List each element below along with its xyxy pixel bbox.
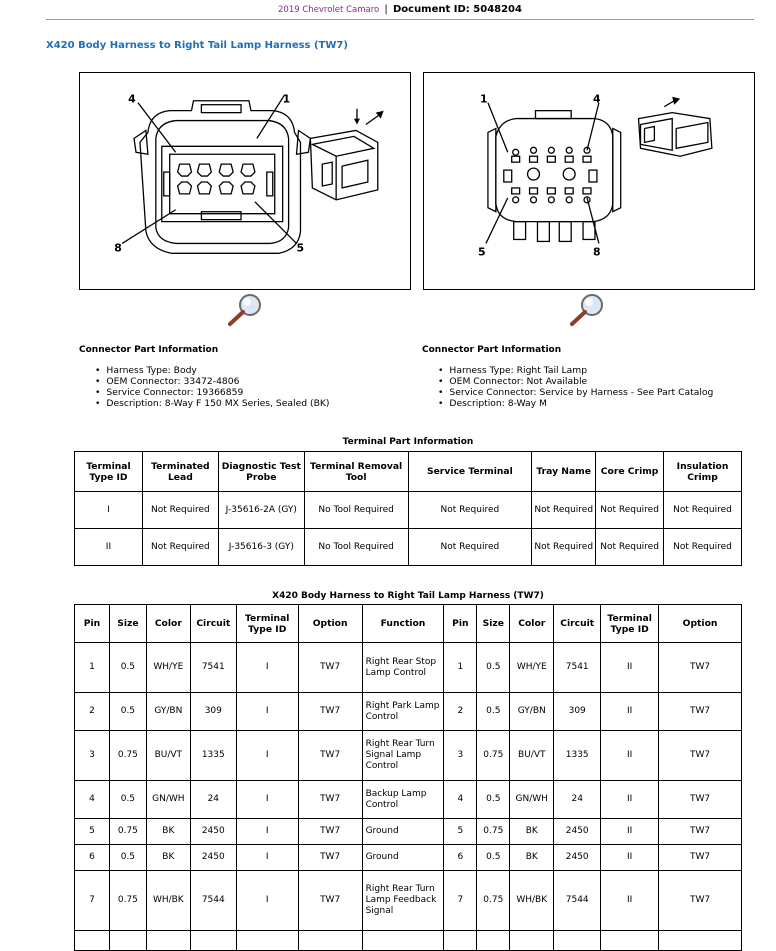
table-cell bbox=[236, 931, 298, 951]
table-cell: Not Required bbox=[408, 529, 532, 566]
left-info-heading: Connector Part Information bbox=[79, 345, 219, 355]
table-cell: 24 bbox=[190, 781, 236, 819]
table-cell: 5 bbox=[75, 819, 110, 845]
fig-right-label-8: 8 bbox=[592, 245, 601, 259]
tail-lamp-connector-drawing bbox=[424, 73, 754, 289]
table-cell: 7 bbox=[75, 871, 110, 931]
table-cell: GN/WH bbox=[510, 781, 554, 819]
vehicle-model: 2019 Chevrolet Camaro bbox=[278, 5, 380, 15]
fig-right-label-4: 4 bbox=[592, 92, 601, 106]
table-cell: BU/VT bbox=[510, 731, 554, 781]
table-cell: TW7 bbox=[659, 643, 742, 693]
function-cell: Right Rear Turn Lamp Feedback Signal bbox=[362, 871, 444, 931]
list-item: • OEM Connector: 33472-4806 bbox=[95, 376, 330, 387]
column-header: Option bbox=[659, 605, 742, 643]
table-cell: 0.75 bbox=[477, 731, 510, 781]
table-cell: 6 bbox=[444, 845, 477, 871]
table-cell: 1 bbox=[444, 643, 477, 693]
table-cell: BK bbox=[510, 819, 554, 845]
table-cell: 7541 bbox=[554, 643, 601, 693]
table-cell: 309 bbox=[190, 693, 236, 731]
table-cell: I bbox=[236, 781, 298, 819]
table-row bbox=[75, 819, 742, 845]
table-cell: I bbox=[236, 643, 298, 693]
body-connector-drawing bbox=[80, 73, 410, 289]
list-item: • Harness Type: Right Tail Lamp bbox=[438, 365, 713, 376]
column-header: Size bbox=[477, 605, 510, 643]
function-cell: Right Park Lamp Control bbox=[362, 693, 444, 731]
table-cell: 2450 bbox=[190, 845, 236, 871]
table-cell: II bbox=[601, 781, 659, 819]
table-cell: 7541 bbox=[190, 643, 236, 693]
table-cell bbox=[601, 931, 659, 951]
table-cell: I bbox=[236, 693, 298, 731]
column-header: Option bbox=[298, 605, 362, 643]
table-cell bbox=[554, 931, 601, 951]
table-cell bbox=[109, 931, 146, 951]
terminal-part-table bbox=[74, 451, 742, 566]
right-info-heading: Connector Part Information bbox=[422, 345, 562, 355]
table-cell: Not Required bbox=[142, 529, 218, 566]
table-cell bbox=[146, 931, 190, 951]
table-cell: TW7 bbox=[298, 871, 362, 931]
table-cell: WH/BK bbox=[146, 871, 190, 931]
table-cell: 1335 bbox=[190, 731, 236, 781]
table-cell: TW7 bbox=[659, 819, 742, 845]
table-cell: 24 bbox=[554, 781, 601, 819]
table-cell: 2 bbox=[75, 693, 110, 731]
table-cell: TW7 bbox=[659, 693, 742, 731]
fig-left-label-8: 8 bbox=[114, 241, 122, 255]
tail-lamp-connector-figure bbox=[423, 72, 755, 290]
function-cell bbox=[362, 931, 444, 951]
column-header: Function bbox=[362, 605, 444, 643]
table-cell: J-35616-3 (GY) bbox=[218, 529, 304, 566]
table-cell: II bbox=[601, 845, 659, 871]
terminal-table-caption: Terminal Part Information bbox=[342, 437, 474, 447]
table-cell bbox=[75, 931, 110, 951]
column-header: Pin bbox=[75, 605, 110, 643]
table-cell: 4 bbox=[444, 781, 477, 819]
header-separator: | bbox=[384, 4, 388, 15]
table-cell: II bbox=[601, 693, 659, 731]
table-cell: 2450 bbox=[190, 819, 236, 845]
table-cell: 1335 bbox=[554, 731, 601, 781]
page-title: X420 Body Harness to Right Tail Lamp Harness (TW7) bbox=[46, 40, 348, 51]
column-header: Circuit bbox=[554, 605, 601, 643]
table-cell: II bbox=[601, 643, 659, 693]
column-header: Tray Name bbox=[532, 452, 596, 492]
column-header: Color bbox=[146, 605, 190, 643]
table-cell: 3 bbox=[75, 731, 110, 781]
table-row bbox=[75, 529, 742, 566]
table-cell: 6 bbox=[75, 845, 110, 871]
list-item: • Description: 8-Way M bbox=[438, 398, 713, 409]
left-info-list bbox=[95, 365, 330, 409]
table-cell bbox=[659, 931, 742, 951]
column-header: Terminal Type ID bbox=[236, 605, 298, 643]
table-cell: 0.75 bbox=[477, 819, 510, 845]
function-cell: Right Rear Turn Signal Lamp Control bbox=[362, 731, 444, 781]
table-cell: II bbox=[601, 871, 659, 931]
table-cell: 0.5 bbox=[109, 643, 146, 693]
table-cell: No Tool Required bbox=[304, 529, 408, 566]
table-cell: 7544 bbox=[554, 871, 601, 931]
zoom-magnifier-icon[interactable] bbox=[568, 292, 606, 328]
fig-left-label-4: 4 bbox=[128, 92, 136, 106]
table-header-row bbox=[75, 452, 742, 492]
table-cell: 7544 bbox=[190, 871, 236, 931]
table-cell: 0.5 bbox=[477, 845, 510, 871]
column-header: Size bbox=[109, 605, 146, 643]
column-header: Terminal Type ID bbox=[75, 452, 143, 492]
table-cell: WH/YE bbox=[146, 643, 190, 693]
list-item: • Description: 8-Way F 150 MX Series, Sealed (BK) bbox=[95, 398, 330, 409]
table-cell bbox=[190, 931, 236, 951]
table-cell bbox=[477, 931, 510, 951]
fig-left-label-1: 1 bbox=[282, 92, 291, 106]
table-cell: 3 bbox=[444, 731, 477, 781]
table-cell: 0.75 bbox=[109, 731, 146, 781]
table-cell: 1 bbox=[75, 643, 110, 693]
function-cell: Ground bbox=[362, 819, 444, 845]
table-cell: TW7 bbox=[298, 731, 362, 781]
column-header: Service Terminal bbox=[408, 452, 532, 492]
column-header: Pin bbox=[444, 605, 477, 643]
document-id: Document ID: 5048204 bbox=[392, 4, 522, 15]
table-cell: Not Required bbox=[596, 529, 664, 566]
table-cell: BK bbox=[510, 845, 554, 871]
table-cell: I bbox=[236, 731, 298, 781]
list-item: • Service Connector: Service by Harness - See Part Catalog bbox=[438, 387, 713, 398]
table-row bbox=[75, 845, 742, 871]
table-cell: Not Required bbox=[664, 529, 742, 566]
table-cell: BK bbox=[146, 845, 190, 871]
table-cell: Not Required bbox=[532, 492, 596, 529]
table-cell: 0.5 bbox=[109, 781, 146, 819]
table-cell: 0.75 bbox=[109, 871, 146, 931]
table-cell: J-35616-2A (GY) bbox=[218, 492, 304, 529]
table-row bbox=[75, 871, 742, 931]
table-cell: I bbox=[236, 845, 298, 871]
table-cell: TW7 bbox=[298, 845, 362, 871]
table-cell: 309 bbox=[554, 693, 601, 731]
table-cell: 0.5 bbox=[109, 845, 146, 871]
table-row bbox=[75, 731, 742, 781]
column-header: Terminal Removal Tool bbox=[304, 452, 408, 492]
table-cell: TW7 bbox=[298, 643, 362, 693]
table-cell: TW7 bbox=[659, 845, 742, 871]
table-cell: Not Required bbox=[596, 492, 664, 529]
table-cell: Not Required bbox=[142, 492, 218, 529]
column-header: Color bbox=[510, 605, 554, 643]
pin-table-caption: X420 Body Harness to Right Tail Lamp Harness (TW7) bbox=[272, 591, 544, 601]
table-cell: 2 bbox=[444, 693, 477, 731]
body-connector-figure bbox=[79, 72, 411, 290]
table-cell: 0.75 bbox=[477, 871, 510, 931]
right-info-list bbox=[438, 365, 713, 409]
table-cell: II bbox=[601, 731, 659, 781]
table-row bbox=[75, 931, 742, 951]
table-header-row bbox=[75, 605, 742, 643]
table-row bbox=[75, 693, 742, 731]
column-header: Core Crimp bbox=[596, 452, 664, 492]
table-cell: 0.5 bbox=[477, 693, 510, 731]
table-cell: Not Required bbox=[408, 492, 532, 529]
table-cell bbox=[510, 931, 554, 951]
function-cell: Ground bbox=[362, 845, 444, 871]
table-cell: GN/WH bbox=[146, 781, 190, 819]
fig-left-label-5: 5 bbox=[296, 241, 305, 255]
column-header: Terminal Type ID bbox=[601, 605, 659, 643]
fig-right-label-1: 1 bbox=[480, 92, 488, 106]
function-cell: Right Rear Stop Lamp Control bbox=[362, 643, 444, 693]
column-header: Insulation Crimp bbox=[664, 452, 742, 492]
pin-table bbox=[74, 604, 742, 951]
table-cell: WH/YE bbox=[510, 643, 554, 693]
table-row bbox=[75, 781, 742, 819]
table-cell bbox=[444, 931, 477, 951]
list-item: • Harness Type: Body bbox=[95, 365, 330, 376]
table-cell: 2450 bbox=[554, 819, 601, 845]
fig-right-label-5: 5 bbox=[478, 245, 486, 259]
table-row bbox=[75, 643, 742, 693]
table-cell: 0.5 bbox=[477, 781, 510, 819]
table-cell: 7 bbox=[444, 871, 477, 931]
list-item: • Service Connector: 19366859 bbox=[95, 387, 330, 398]
table-cell: I bbox=[75, 492, 143, 529]
table-cell: Not Required bbox=[664, 492, 742, 529]
table-cell: BK bbox=[146, 819, 190, 845]
table-cell: II bbox=[75, 529, 143, 566]
table-cell: BU/VT bbox=[146, 731, 190, 781]
table-row bbox=[75, 492, 742, 529]
list-item: • OEM Connector: Not Available bbox=[438, 376, 713, 387]
table-cell: 0.5 bbox=[477, 643, 510, 693]
table-cell: 4 bbox=[75, 781, 110, 819]
table-cell: TW7 bbox=[298, 819, 362, 845]
document-header bbox=[46, 0, 754, 20]
table-cell: 0.5 bbox=[109, 693, 146, 731]
table-cell: 5 bbox=[444, 819, 477, 845]
table-cell: GY/BN bbox=[146, 693, 190, 731]
column-header: Diagnostic Test Probe bbox=[218, 452, 304, 492]
table-cell bbox=[298, 931, 362, 951]
table-cell: GY/BN bbox=[510, 693, 554, 731]
table-cell: TW7 bbox=[298, 693, 362, 731]
table-cell: II bbox=[601, 819, 659, 845]
table-cell: WH/BK bbox=[510, 871, 554, 931]
table-cell: No Tool Required bbox=[304, 492, 408, 529]
table-cell: Not Required bbox=[532, 529, 596, 566]
table-cell: I bbox=[236, 819, 298, 845]
table-cell: TW7 bbox=[659, 781, 742, 819]
table-cell: TW7 bbox=[659, 871, 742, 931]
table-cell: 2450 bbox=[554, 845, 601, 871]
table-cell: TW7 bbox=[298, 781, 362, 819]
column-header: Terminated Lead bbox=[142, 452, 218, 492]
table-cell: TW7 bbox=[659, 731, 742, 781]
table-cell: I bbox=[236, 871, 298, 931]
zoom-magnifier-icon[interactable] bbox=[226, 292, 264, 328]
table-cell: 0.75 bbox=[109, 819, 146, 845]
column-header: Circuit bbox=[190, 605, 236, 643]
function-cell: Backup Lamp Control bbox=[362, 781, 444, 819]
